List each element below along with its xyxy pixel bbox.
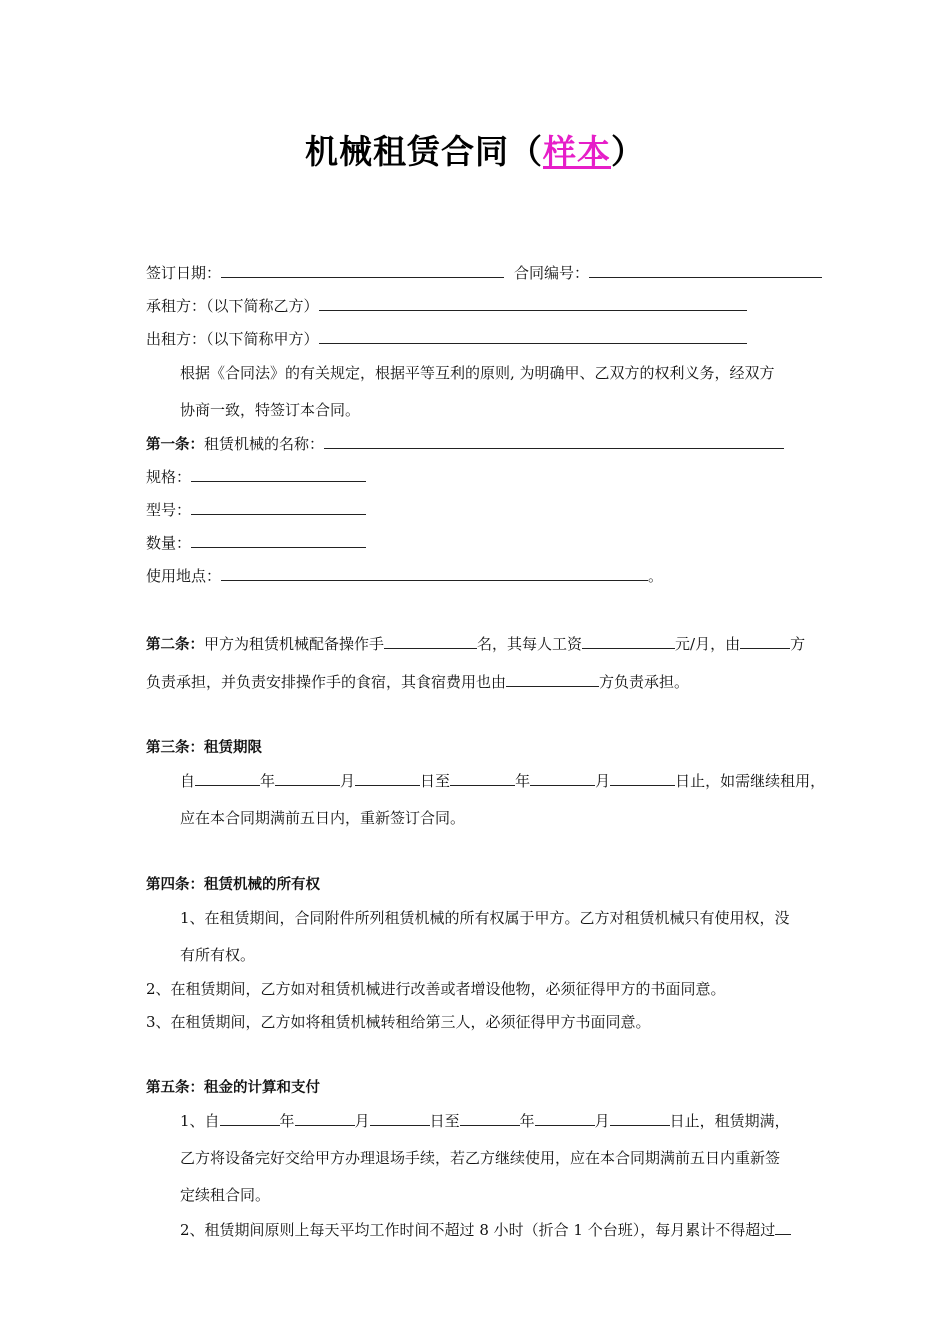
machine-name-label: 租赁机械的名称： <box>204 435 325 453</box>
lessor-label: 出租方：（以下简称甲方） <box>146 330 319 348</box>
location-row <box>146 566 663 586</box>
art5-end-day-blank <box>610 1111 670 1126</box>
lessee-label: 承租方：（以下简称乙方） <box>146 297 319 315</box>
spec-blank <box>191 467 366 482</box>
month-label: 月 <box>340 772 356 790</box>
location-end: 。 <box>648 567 664 585</box>
period-from: 自 <box>180 772 196 790</box>
month-label: 月 <box>594 1112 610 1130</box>
article-5-item-2: 2、租赁期间原则上每天平均工作时间不超过 8 小时（折合 1 个台班），每月累计不得超过 <box>180 1221 776 1239</box>
art5-end-month-blank <box>535 1111 595 1126</box>
qty-row <box>146 533 366 553</box>
spec-row <box>146 467 366 487</box>
article-4-item-3: 3、在租赁期间，乙方如将租赁机械转租给第三人，必须征得甲方书面同意。 <box>146 1013 651 1031</box>
art5-start-day-blank <box>370 1111 430 1126</box>
article-3-line-2: 应在本合同期满前五日内，重新签订合同。 <box>180 809 466 827</box>
start-month-blank <box>275 771 340 786</box>
end-month-blank <box>530 771 595 786</box>
model-blank <box>191 500 366 515</box>
year-label: 年 <box>515 772 531 790</box>
contract-no-blank <box>589 263 822 278</box>
start-day-blank <box>355 771 420 786</box>
article-4-item-1a: 1、在租赁期间，合同附件所列租赁机械的所有权属于甲方。乙方对租赁机械只有使用权，没 <box>180 909 790 927</box>
year-label: 年 <box>279 1112 295 1130</box>
day-to-label: 日至 <box>429 1112 460 1130</box>
qty-blank <box>191 533 366 548</box>
article-5-heading: 第五条：租金的计算和支付 <box>146 1080 320 1096</box>
article-5-item-1b: 乙方将设备完好交给甲方办理退场手续，若乙方继续使用，应在本合同期满前五日内重新签 <box>180 1149 781 1167</box>
spec-label: 规格： <box>146 468 192 486</box>
article-1-row <box>146 434 784 455</box>
year-label: 年 <box>519 1112 535 1130</box>
article-2-text-e: 负责承担，并负责安排操作手的食宿，其食宿费用也由 <box>146 673 507 691</box>
article-4-heading: 第四条：租赁机械的所有权 <box>146 877 320 893</box>
document-title <box>0 126 950 173</box>
article-2-text-d: 方 <box>790 635 806 653</box>
art5-start-year-blank <box>220 1111 280 1126</box>
sign-date-row <box>146 263 822 283</box>
title-end: ） <box>611 132 645 171</box>
month-label: 月 <box>595 772 611 790</box>
location-label: 使用地点： <box>146 567 222 585</box>
location-blank <box>221 566 648 581</box>
article-4-item-2: 2、在租赁期间，乙方如对租赁机械进行改善或者增设他物，必须征得甲方的书面同意。 <box>146 980 726 998</box>
year-label: 年 <box>260 772 276 790</box>
month-label: 月 <box>354 1112 370 1130</box>
machine-name-blank <box>324 434 784 449</box>
qty-label: 数量： <box>146 534 192 552</box>
article-2-text-c: 元/月，由 <box>675 635 741 653</box>
model-label: 型号： <box>146 501 192 519</box>
article-2-row-1 <box>146 634 805 655</box>
article-5-item-2-row <box>180 1220 791 1240</box>
article-2-text-b: 名，其每人工资 <box>477 635 583 653</box>
period-until: 日止，如需继续租用， <box>675 772 826 790</box>
board-party-blank <box>506 672 599 687</box>
article-5-period-row <box>180 1111 790 1131</box>
model-row <box>146 500 366 520</box>
sign-date-blank <box>221 263 504 278</box>
sign-date-label: 签订日期： <box>146 264 222 282</box>
lessee-row <box>146 296 747 316</box>
day-to-label: 日至 <box>420 772 451 790</box>
article-2-row-2 <box>146 672 689 692</box>
article-1-label: 第一条： <box>146 437 204 453</box>
article-5-item-1c: 定续租合同。 <box>180 1186 271 1204</box>
article-3-period-row <box>180 771 825 791</box>
art5-from: 1、自 <box>180 1112 220 1130</box>
art5-until: 日止，租赁期满， <box>669 1112 790 1130</box>
article-2-label: 第二条： <box>146 637 204 653</box>
wage-party-blank <box>740 634 790 649</box>
intro-line-1: 根据《合同法》的有关规定，根据平等互利的原则, 为明确甲、乙双方的权利义务，经双方 <box>180 364 775 382</box>
max-shifts-blank <box>775 1220 791 1235</box>
art5-end-year-blank <box>460 1111 520 1126</box>
lessee-blank <box>319 296 747 311</box>
lessor-blank <box>319 329 747 344</box>
wage-blank <box>582 634 675 649</box>
article-3-heading: 第三条：租赁期限 <box>146 740 262 756</box>
operator-count-blank <box>384 634 477 649</box>
article-4-item-1b: 有所有权。 <box>180 946 256 964</box>
title-highlight-link[interactable]: 样本 <box>543 132 611 171</box>
start-year-blank <box>195 771 260 786</box>
intro-line-2: 协商一致，特签订本合同。 <box>180 401 361 419</box>
end-day-blank <box>610 771 675 786</box>
end-year-blank <box>450 771 515 786</box>
contract-no-label: 合同编号： <box>514 264 590 282</box>
article-2-text-a: 甲方为租赁机械配备操作手 <box>204 635 385 653</box>
article-2-text-f: 方负责承担。 <box>599 673 690 691</box>
lessor-row <box>146 329 747 349</box>
title-main: 机械租赁合同（ <box>305 132 543 171</box>
art5-start-month-blank <box>295 1111 355 1126</box>
